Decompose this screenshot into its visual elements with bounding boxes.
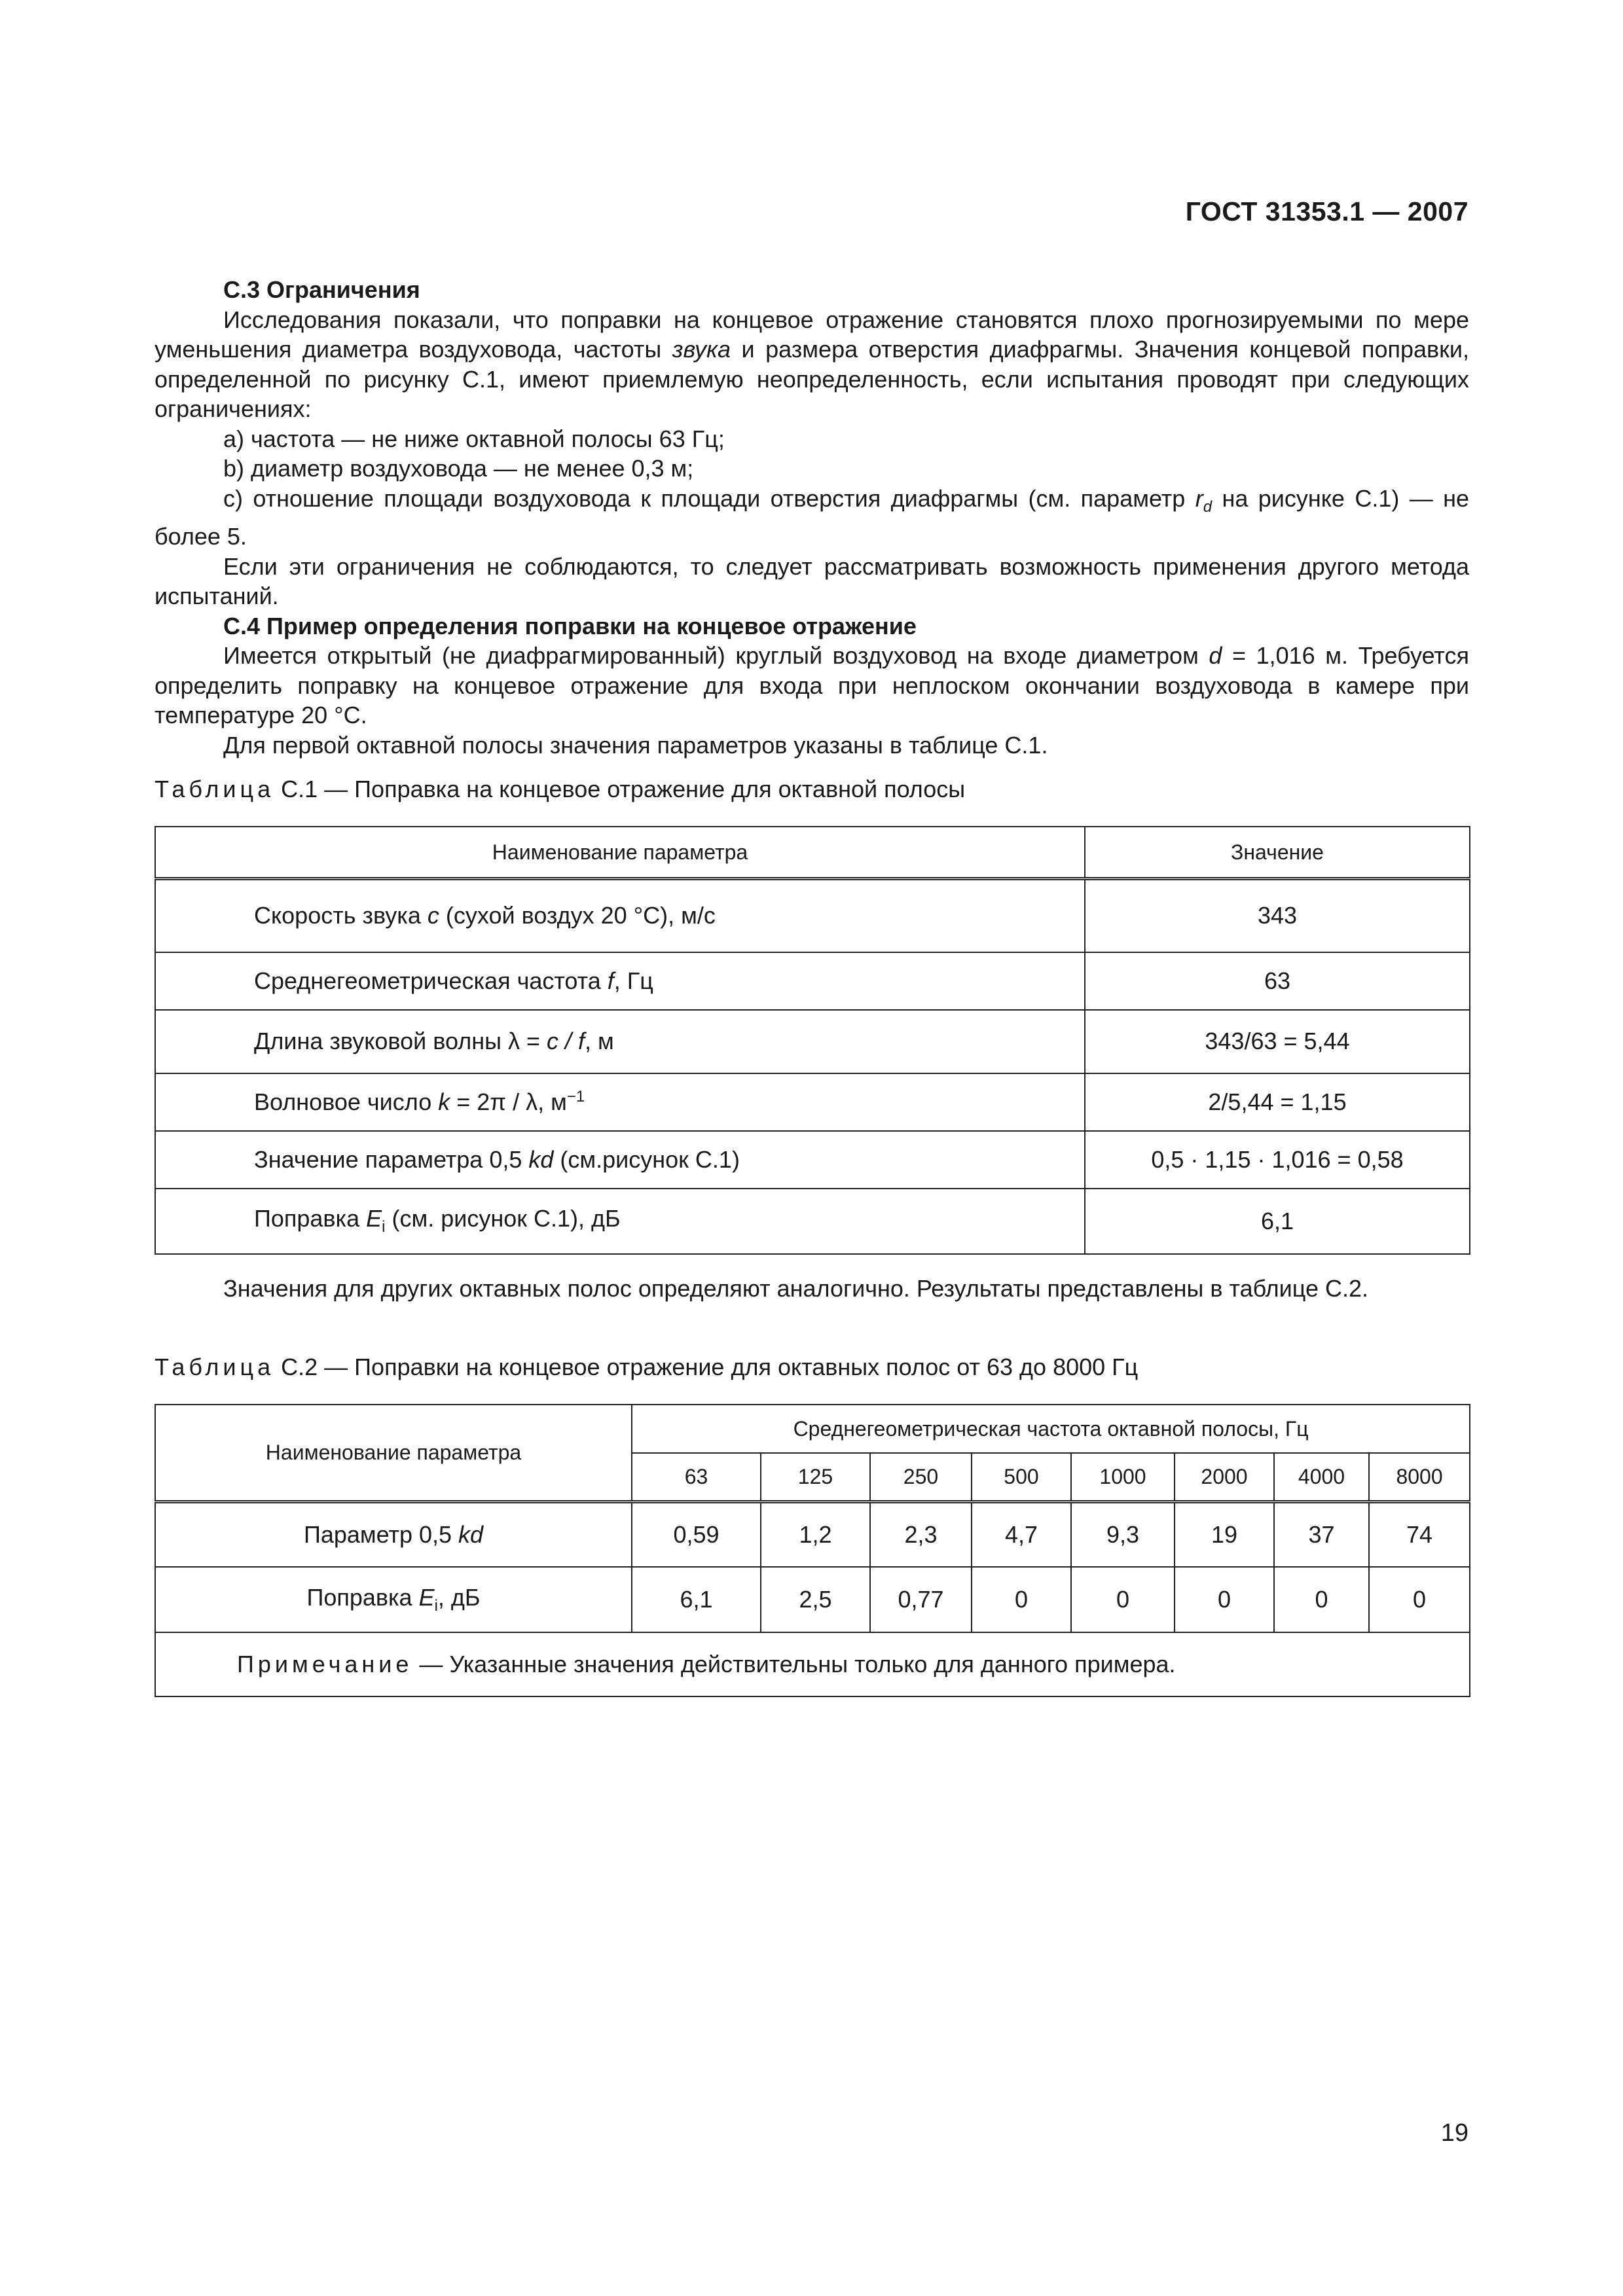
table2-header-frequency-group: Среднегеометрическая частота октавной полосы, Гц xyxy=(632,1405,1470,1453)
table-row: Поправка $E_i$, дБ 6,1 2,5 0,77 0 0 0 0 0 xyxy=(155,1567,1470,1632)
table-row: Среднегеометрическая частота f, Гц 63 xyxy=(155,952,1470,1010)
table2-header-name: Наименование параметра xyxy=(155,1405,632,1501)
table1-caption: Таблица С.1 — Поправка на концевое отражение для октавной полосы xyxy=(155,776,966,802)
table2-note-row xyxy=(155,1632,1470,1696)
table2-caption: Таблица С.2 — Поправки на концевое отражение для октавных полос от 63 до 8000 Гц xyxy=(155,1354,1139,1380)
table1-header-name: Наименование параметра xyxy=(155,827,1085,879)
table-row: Волновое число k = 2π / λ, $м^{-1}$ 2/5,44 = 1,15 xyxy=(155,1073,1470,1131)
section-c4-paragraph-2: Для первой октавной полосы значения параметров указаны в таблице С.1. xyxy=(223,731,1048,759)
section-c3-paragraph: Исследования показали, что поправки на концевое отражение становятся плохо прогнозируемыми по мере уменьшения диаметра воздуховода, частоты звука и размера отверстия диафрагмы. Значения концевой поправки, определенной по рисунку С.1, имеют приемлемую неопределенность, если испытания проводят при следующих ограничениях: xyxy=(155,306,1469,422)
section-c3-heading: С.3 Ограничения xyxy=(223,276,420,303)
section-c4-heading: С.4 Пример определения поправки на концевое отражение xyxy=(223,612,917,639)
table-row: Длина звуковой волны λ = c / f, м 343/63 = 5,44 xyxy=(155,1010,1470,1073)
list-item-c: c) отношение площади воздуховода к площади отверстия диафрагмы (см. параметр $r_d$ на рисунке С.1) — не более 5. xyxy=(155,484,1470,550)
list-item-b: b) диаметр воздуховода — не менее 0,3 м; xyxy=(223,455,694,482)
section-c4-paragraph: Имеется открытый (не диафрагмированный) круглый воздуховод на входе диаметром d = 1,016 м. Требуется определить поправку на концевое отражение для входа при неплоском окончании воздуховода в камере при температуре 20 °С. xyxy=(155,642,1470,729)
table2-note: Примечание — Указанные значения действительны только для данного примера. xyxy=(155,1632,1470,1696)
table1-header-value: Значение xyxy=(1085,827,1470,879)
list-item-a: a) частота — не ниже октавной полосы 63 Гц; xyxy=(223,425,725,452)
table-row: Поправка $E_i$ (см. рисунок С.1), дБ 6,1 xyxy=(155,1189,1470,1254)
table2-frequency-row: 63 125 250 500 1000 2000 4000 8000 xyxy=(155,1453,1470,1501)
conclusion-paragraph: Значения для других октавных полос определяют аналогично. Результаты представлены в таблице С.2. xyxy=(223,1275,1369,1302)
table-row: Скорость звука c (сухой воздух 20 °С), м/с 343 xyxy=(155,879,1470,952)
table-row: Значение параметра 0,5 kd (см.рисунок С.1) 0,5 · 1,15 · 1,016 = 0,58 xyxy=(155,1131,1470,1189)
body-text xyxy=(155,275,1469,760)
document-id: ГОСТ 31353.1 — 2007 xyxy=(1185,196,1468,226)
table-row: Параметр 0,5 kd 0,59 1,2 2,3 4,7 9,3 19 37 74 xyxy=(155,1501,1470,1567)
table2 xyxy=(155,1404,1470,1697)
table1 xyxy=(155,826,1470,1255)
page-number: 19 xyxy=(1440,2119,1468,2147)
section-c3-paragraph-2: Если эти ограничения не соблюдаются, то следует рассматривать возможность применения другого метода испытаний. xyxy=(155,552,1469,610)
